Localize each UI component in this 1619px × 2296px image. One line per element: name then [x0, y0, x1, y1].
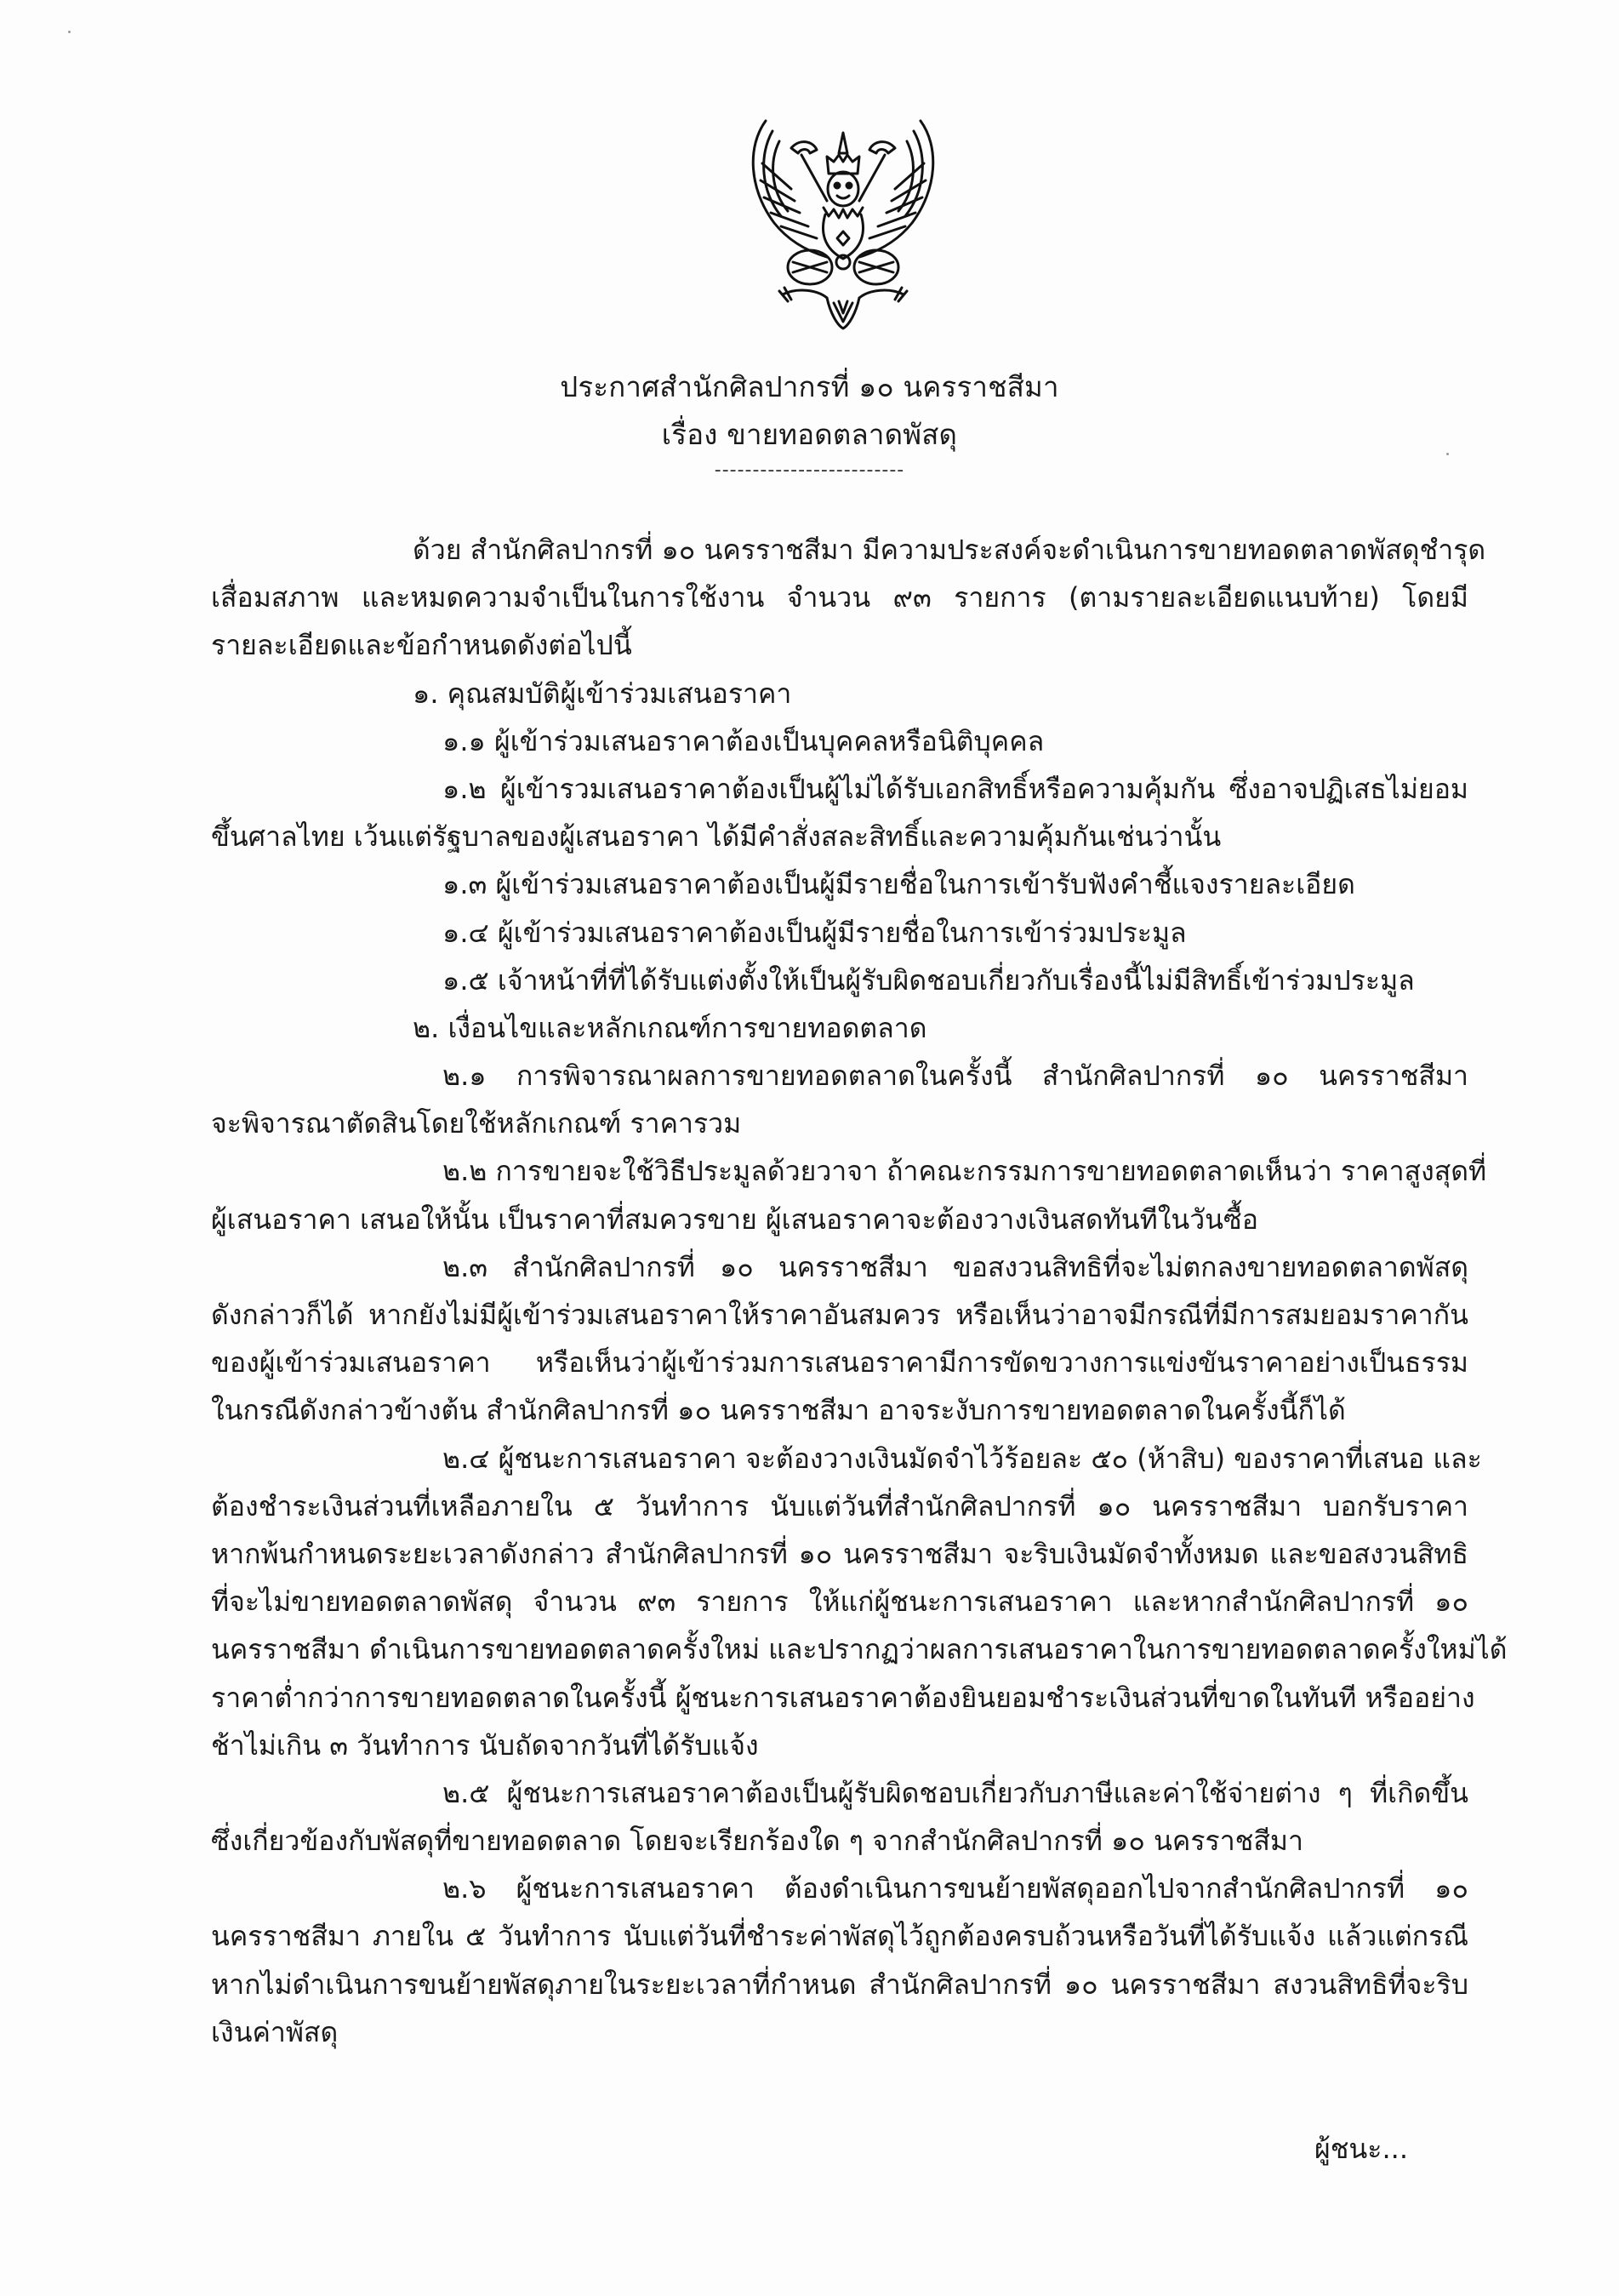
body-line: ช้าไม่เกิน ๓ วันทำการ นับถัดจากวันที่ได้รับแจ้ง: [211, 1728, 759, 1762]
title-divider: -------------------------: [714, 460, 905, 481]
body-line: เงินค่าพัสดุ: [211, 2015, 339, 2048]
body-line: หากพ้นกำหนดระยะเวลาดังกล่าว สำนักศิลปากรที่ ๑๐ นครราชสีมา จะริบเงินมัดจำทั้งหมด และขอสงวนสิทธิ: [211, 1537, 1468, 1570]
body-line: ด้วย สำนักศิลปากรที่ ๑๐ นครราชสีมา มีความประสงค์จะดำเนินการขายทอดตลาดพัสดุชำรุด: [413, 534, 1486, 566]
body-line: ที่จะไม่ขายทอดตลาดพัสดุ จำนวน ๙๓ รายการ ให้แก่ผู้ชนะการเสนอราคา และหากสำนักศิลปากรที่ ๑๐: [211, 1585, 1468, 1619]
body-line: ๑.๑ ผู้เข้าร่วมเสนอราคาต้องเป็นบุคคลหรือนิติบุคคล: [442, 724, 1045, 757]
body-line: นครราชสีมา ดำเนินการขายทอดตลาดครั้งใหม่ และปรากฏว่าผลการเสนอราคาในการขายทอดตลาดครั้งใหม่ได้: [211, 1633, 1508, 1666]
body-line: ๑. คุณสมบัติผู้เข้าร่วมเสนอราคา: [413, 677, 792, 710]
body-line: ๒.๒ การขายจะใช้วิธีประมูลด้วยวาจา ถ้าคณะกรรมการขายทอดตลาดเห็นว่า ราคาสูงสุดที่: [442, 1155, 1487, 1188]
continuation-marker: ผู้ชนะ...: [1314, 2133, 1408, 2165]
announcement-title: ประกาศสำนักศิลปากรที่ ๑๐ นครราชสีมา: [560, 370, 1059, 403]
body-line: หากไม่ดำเนินการขนย้ายพัสดุภายในระยะเวลาที่กำหนด สำนักศิลปากรที่ ๑๐ นครราชสีมา สงวนสิทธิที่จะริบ: [211, 1968, 1468, 2001]
body-line: ๑.๕ เจ้าหน้าที่ที่ได้รับแต่งตั้งให้เป็นผู้รับผิดชอบเกี่ยวกับเรื่องนี้ไม่มีสิทธิ์เข้าร่วมประมูล: [442, 963, 1415, 997]
body-line: ๒. เงื่อนไขและหลักเกณฑ์การขายทอดตลาด: [413, 1011, 927, 1044]
body-line: ๒.๖ ผู้ชนะการเสนอราคา ต้องดำเนินการขนย้ายพัสดุออกไปจากสำนักศิลปากรที่ ๑๐: [442, 1872, 1468, 1905]
body-line: ผู้เสนอราคา เสนอให้นั้น เป็นราคาที่สมควรขาย ผู้เสนอราคาจะต้องวางเงินสดทันทีในวันซื้อ: [211, 1202, 1258, 1236]
body-line: ๒.๔ ผู้ชนะการเสนอราคา จะต้องวางเงินมัดจำไว้ร้อยละ ๕๐ (ห้าสิบ) ของราคาที่เสนอ และ: [442, 1442, 1482, 1475]
body-line: ของผู้เข้าร่วมเสนอราคา หรือเห็นว่าผู้เข้าร่วมการเสนอราคามีการขัดขวางการแข่งขันราคาอย่างเป็นธรรม: [211, 1346, 1468, 1379]
body-line: ราคาต่ำกว่าการขายทอดตลาดในครั้งนี้ ผู้ชนะการเสนอราคาต้องยินยอมชำระเงินส่วนที่ขาดในทันที หรืออย่าง: [211, 1681, 1475, 1714]
body-line: ต้องชำระเงินส่วนที่เหลือภายใน ๕ วันทำการ นับแต่วันที่สำนักศิลปากรที่ ๑๐ นครราชสีมา บอกรับราคา: [211, 1489, 1468, 1522]
body-line: ดังกล่าวก็ได้ หากยังไม่มีผู้เข้าร่วมเสนอราคาให้ราคาอันสมควร หรือเห็นว่าอาจมีกรณีที่มีการสมยอมราคากัน: [211, 1299, 1468, 1331]
body-line: ๒.๕ ผู้ชนะการเสนอราคาต้องเป็นผู้รับผิดชอบเกี่ยวกับภาษีและค่าใช้จ่ายต่าง ๆ ที่เกิดขึ้น: [442, 1776, 1468, 1809]
body-line: เสื่อมสภาพ และหมดความจำเป็นในการใช้งาน จำนวน ๙๓ รายการ (ตามรายละเอียดแนบท้าย) โดยมี: [211, 581, 1468, 614]
body-line: ในกรณีดังกล่าวข้างต้น สำนักศิลปากรที่ ๑๐ นครราชสีมา อาจระงับการขายทอดตลาดในครั้งนี้ก็ได้: [211, 1394, 1346, 1427]
scan-speck: [1446, 453, 1449, 455]
body-line: ๑.๒ ผู้เข้ารวมเสนอราคาต้องเป็นผู้ไม่ได้รับเอกสิทธิ์หรือความคุ้มกัน ซึ่งอาจปฏิเสธไม่ยอม: [442, 772, 1468, 805]
scan-speck: [68, 31, 71, 33]
body-line: ๒.๑ การพิจารณาผลการขายทอดตลาดในครั้งนี้ สำนักศิลปากรที่ ๑๐ นครราชสีมา: [442, 1059, 1468, 1093]
body-line: รายละเอียดและข้อกำหนดดังต่อไปนี้: [211, 629, 632, 662]
body-line: จะพิจารณาตัดสินโดยใช้หลักเกณฑ์ ราคารวม: [211, 1107, 742, 1140]
body-line: ๒.๓ สำนักศิลปากรที่ ๑๐ นครราชสีมา ขอสงวนสิทธิที่จะไม่ตกลงขายทอดตลาดพัสดุ: [442, 1250, 1468, 1283]
garuda-emblem-icon: [732, 112, 955, 332]
body-line: ๑.๓ ผู้เข้าร่วมเสนอราคาต้องเป็นผู้มีรายชื่อในการเข้ารับฟังคำชี้แจงรายละเอียด: [442, 868, 1355, 901]
body-line: ซึ่งเกี่ยวข้องกับพัสดุที่ขายทอดตลาด โดยจะเรียกร้องใด ๆ จากสำนักศิลปากรที่ ๑๐ นครราชสีมา: [211, 1825, 1303, 1858]
body-line: ๑.๔ ผู้เข้าร่วมเสนอราคาต้องเป็นผู้มีรายชื่อในการเข้าร่วมประมูล: [442, 916, 1187, 949]
announcement-body: [211, 526, 1508, 2056]
body-line: นครราชสีมา ภายใน ๕ วันทำการ นับแต่วันที่ชำระค่าพัสดุไว้ถูกต้องครบถ้วนหรือวันที่ได้รับแจ้ง แล้วแต่กรณี: [211, 1920, 1468, 1953]
body-line: ขึ้นศาลไทย เว้นแต่รัฐบาลของผู้เสนอราคา ได้มีคำสั่งสละสิทธิ์และความคุ้มกันเช่นว่านั้น: [211, 820, 1222, 854]
announcement-subject: เรื่อง ขายทอดตลาดพัสดุ: [661, 418, 958, 451]
